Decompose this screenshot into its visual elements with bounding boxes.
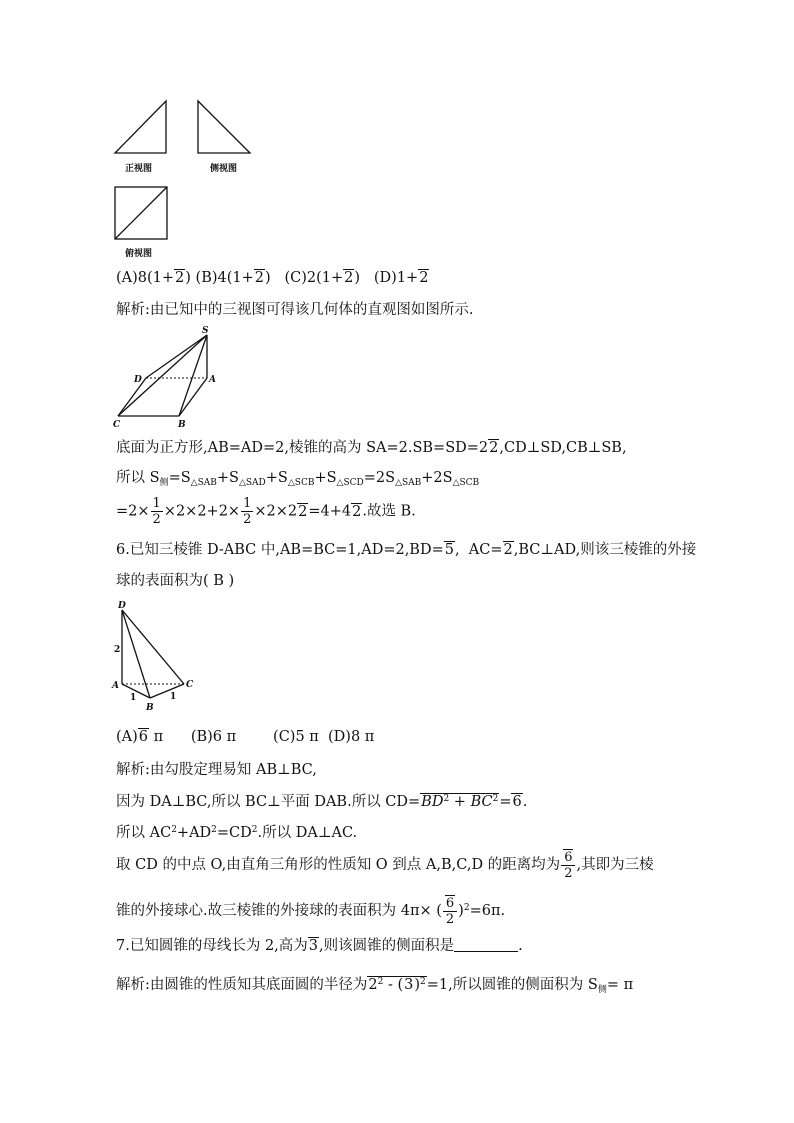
q6-analysis-1: 解析:由勾股定理易知 AB⊥BC,	[116, 762, 317, 778]
pyramid-label-d: D	[134, 375, 142, 385]
q6-analysis-5: 锥的外接球心.故三棱锥的外接球的表面积为 4π× ( $\frac{6}{2}$ )$^2$=6π.	[116, 895, 506, 927]
front-view-triangle	[115, 101, 166, 153]
q7-analysis: 解析:由圆锥的性质知其底面圆的半径为$2^2 - (3)^2=1$,所以圆锥的侧面积为 $S_侧= \pi$	[116, 977, 634, 995]
q6-analysis-2: 因为 DA⊥BC,所以 BC⊥平面 DAB.所以 $CD=BD^2 + BC^2=6$.	[116, 794, 528, 810]
q6-analysis-4: 取 CD 的中点 O,由直角三角形的性质知 O 到点 A,B,C,D 的距离均为 $\frac{6}{2}$ ,其即为三棱	[116, 849, 654, 881]
top-view-label: 俯视图	[125, 249, 153, 259]
q6-options: (A)6 π (B)6 π (C)5 π (D)8 π	[116, 729, 375, 745]
q6-analysis-3: 所以 $AC^2+AD^2=CD^2$.所以 DA⊥AC.	[116, 825, 358, 841]
q5-base-line: 底面为正方形,AB=AD=2,棱锥的高为 SA=2.SB=SD=22,CD⊥SD,CB⊥SB,	[116, 440, 627, 456]
tetra-length-bc: 1	[170, 692, 177, 702]
pyramid-label-a: A	[209, 375, 216, 385]
tetra-length-ad: 2	[114, 645, 121, 655]
tetra-label-b: B	[146, 703, 154, 713]
tetra-label-a: A	[112, 681, 119, 691]
q5-sum-line: 所以 $S_侧=S_{\triangle SAB}+S_{\triangle SAD}+S_{\triangle SCB}+S_{\triangle SCD}=2S_{\triangle SAB}+2S_{\triangle SCB}$	[116, 470, 480, 488]
pyramid-figure	[108, 322, 228, 434]
q5-options: (A)8(1+2) (B)4(1+2) (C)2(1+2) (D)1+2	[116, 270, 429, 286]
pyramid-label-s: S	[202, 326, 209, 336]
q6-stem-line2: 球的表面积为( B )	[116, 573, 235, 589]
q7-stem: 7.已知圆锥的母线长为 2,高为3,则该圆锥的侧面积是 .	[116, 938, 523, 954]
front-view-label: 正视图	[125, 164, 153, 174]
pyramid-label-b: B	[178, 420, 186, 430]
q5-analysis-intro: 解析:由已知中的三视图可得该几何体的直观图如图所示.	[116, 302, 474, 318]
q5-calc-line: =2× $\frac{1}{2}$ ×2×2+2× $\frac{1}{2}$ ×2×22=4+42.故选 B.	[116, 496, 416, 527]
top-view-diagonal	[115, 187, 167, 239]
side-view-label: 侧视图	[210, 164, 238, 174]
tetra-label-c: C	[186, 680, 194, 690]
side-view-triangle	[198, 101, 250, 153]
tetra-length-ab: 1	[130, 693, 137, 703]
q6-stem-line1: 6.已知三棱锥 D-ABC 中,AB=BC=1,AD=2,BD=5, AC=2,BC⊥AD,则该三棱锥的外接	[116, 542, 697, 558]
pyramid-label-c: C	[113, 420, 121, 430]
tetrahedron-figure	[108, 598, 208, 714]
tetra-label-d: D	[118, 601, 126, 611]
